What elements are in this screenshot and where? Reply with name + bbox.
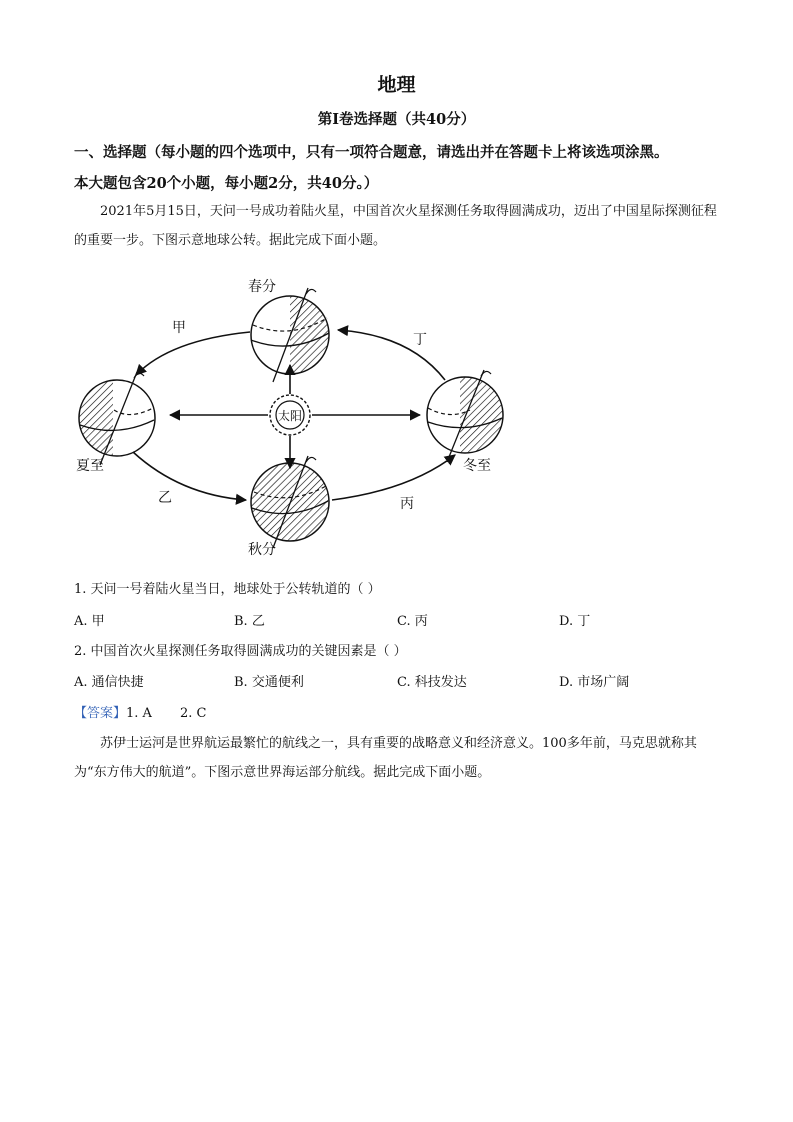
label-ding: 丁 — [413, 332, 427, 348]
earth-spring-equinox — [251, 288, 335, 382]
question-1-option-d[interactable]: D. 丁 — [559, 614, 591, 629]
question-2: 2. 中国首次火星探测任务取得圆满成功的关键因素是（ ） — [74, 644, 407, 659]
orbit-arc-bing — [332, 455, 455, 500]
answer-1: 1. A — [126, 706, 152, 721]
question-1: 1. 天问一号着陆火星当日，地球处于公转轨道的（ ） — [74, 582, 381, 597]
question-2-option-d[interactable]: D. 市场广阔 — [559, 675, 630, 690]
orbit-arc-ding — [338, 330, 445, 380]
orbit-arc-jia — [136, 332, 250, 375]
question-1-option-a[interactable]: A. 甲 — [74, 614, 105, 629]
passage-1: 2021年5月15日，天问一号成功着陆火星，中国首次火星探测任务取得圆满成功，迈出了中国星际探测征程的重要一步。下图示意地球公转。据此完成下面小题。 — [74, 204, 717, 248]
label-jia: 甲 — [172, 320, 186, 336]
question-2-option-c[interactable]: C. 科技发达 — [397, 675, 467, 690]
earth-revolution-diagram — [70, 270, 520, 565]
question-2-option-a[interactable]: A. 通信快捷 — [74, 675, 144, 690]
page-title: 地理 — [377, 74, 416, 96]
label-summer-solstice: 夏至 — [76, 458, 104, 474]
label-autumn-equinox: 秋分 — [248, 542, 276, 558]
label-spring-equinox: 春分 — [248, 279, 276, 295]
answer-tag: 【答案】 — [74, 706, 127, 721]
answer-line — [74, 702, 206, 721]
section-instruction-line2: 本大题包含20个小题，每小题2分，共40分。） — [74, 175, 379, 192]
earth-autumn-equinox — [245, 456, 335, 550]
passage-2: 苏伊士运河是世界航运最繁忙的航线之一，具有重要的战略意义和经济意义。100多年前，马克思就称其为“东方伟大的航道”。下图示意世界海运部分航线。据此完成下面小题。 — [74, 736, 697, 780]
orbit-arc-yi — [133, 452, 246, 500]
section-subtitle: 第Ⅰ卷选择题（共40分） — [317, 111, 476, 128]
label-bing: 丙 — [400, 496, 414, 512]
question-2-option-b[interactable]: B. 交通便利 — [234, 675, 304, 690]
question-1-option-c[interactable]: C. 丙 — [397, 614, 428, 629]
label-yi: 乙 — [158, 490, 172, 506]
section-instruction-line1: 一、选择题（每小题的四个选项中，只有一项符合题意，请选出并在答题卡上将该选项涂黑。 — [74, 144, 669, 161]
label-sun: 太阳 — [277, 409, 303, 423]
label-winter-solstice: 冬至 — [463, 458, 491, 474]
question-1-option-b[interactable]: B. 乙 — [234, 614, 265, 629]
answer-2: 2. C — [179, 706, 207, 721]
earth-winter-solstice — [427, 370, 510, 462]
earth-summer-solstice — [75, 372, 155, 465]
